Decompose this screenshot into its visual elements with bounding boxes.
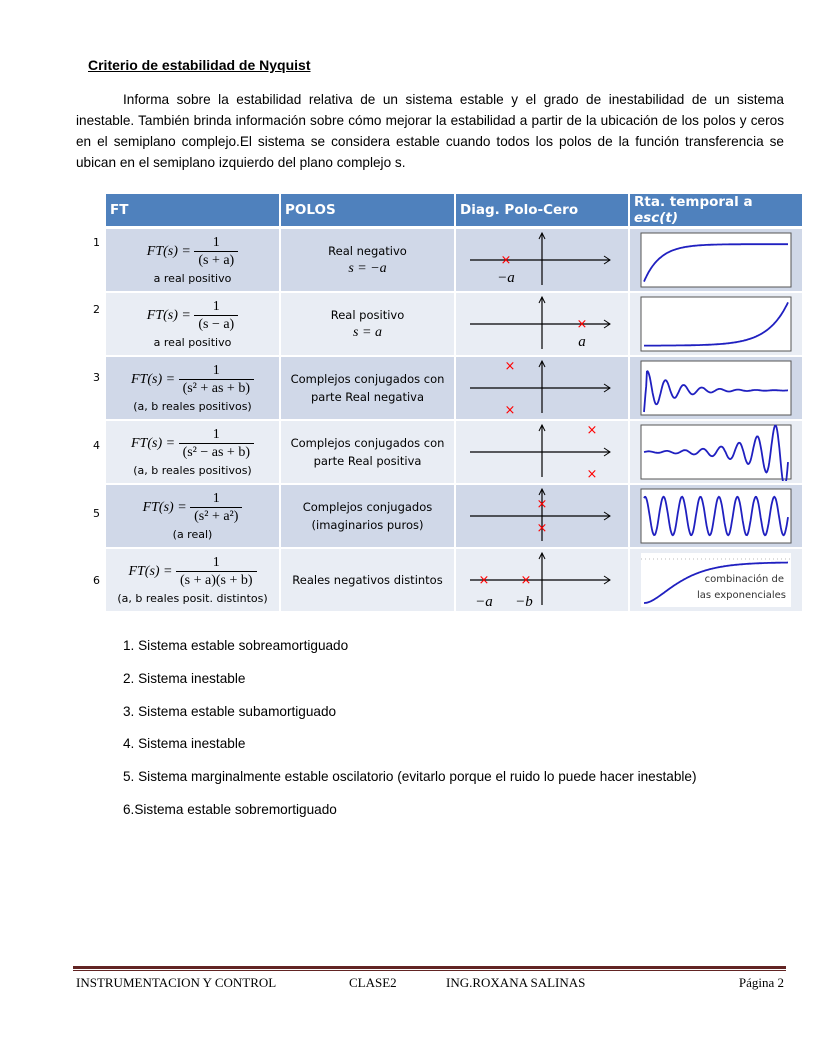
ft-lhs: FT(s) = [146,243,191,259]
row-number: 5 [93,507,100,520]
plot-frame [641,361,791,415]
poles-cell [280,228,455,293]
poles-cell [280,356,455,420]
poles-description: Real negativo [328,244,407,258]
header-response-italic: esc(t) [634,210,678,226]
plot-frame [641,233,791,287]
pole-label: −a [475,594,493,610]
transfer-function-cell [106,420,280,484]
pole-label: −b [515,594,533,610]
table-row [106,420,803,484]
response-cell [629,356,803,420]
poles-description: Reales negativos distintos [292,573,443,587]
poles-cell [280,292,455,356]
list-item: 1. Sistema estable sobreamortiguado [123,638,349,653]
list-item: 2. Sistema inestable [123,670,246,686]
poles-description: Complejos conjugados con [290,436,445,450]
ft-numerator: 1 [212,234,220,250]
ft-numerator: 1 [212,490,220,506]
header-response-label: Rta. temporal a [634,194,753,210]
ft-lhs: FT(s) = [128,563,173,579]
list-item: 5. Sistema marginalmente estable oscilatorio (evitarlo porque el ruido lo puede hacer inestable) [123,769,697,785]
transfer-function-cell [106,228,280,293]
ft-fraction [179,362,254,397]
ft-note: (a, b reales positivos) [133,399,252,413]
poles-cell [280,420,455,484]
table-row [106,548,803,612]
pole-zero-diagram [462,421,622,483]
poles-description: Complejos conjugados [302,500,433,514]
pole-zero-cell [455,548,629,612]
ft-lhs: FT(s) = [142,499,187,515]
ft-fraction [194,298,238,333]
poles-cell [280,484,455,548]
header-ft: FT [106,194,280,228]
ft-lhs: FT(s) = [146,307,191,323]
ft-fraction [190,490,242,525]
table-row [106,292,803,356]
pole-label: a [578,334,586,350]
intro-paragraph: Informa sobre la estabilidad relativa de un sistema estable y el grado de inestabilidad de un sistema inestable. También brinda información sobre cómo mejorar la estabilidad a partir de la ubicación de los polos y ceros en el semiplano complejo.El sistema se considera estable cuando todos los polos de la función transferencia se ubican en el semiplano izquierdo del plano complejo s. [76,92,784,170]
table-row [106,228,803,293]
footer-course: INSTRUMENTACION Y CONTROL [76,975,277,990]
ft-denominator: (s + a)(s + b) [176,571,257,589]
poles-detail: s = −a [348,261,387,276]
footer-divider [73,966,786,969]
poles-description: Real positivo [330,308,405,322]
pole-label: −a [497,270,515,286]
pole-zero-cell [455,228,629,293]
pole-marker-icon: × [504,403,516,418]
row-number: 3 [93,371,100,384]
pole-marker-icon: × [536,521,548,536]
ft-lhs: FT(s) = [131,371,176,387]
header-response [629,194,803,228]
ft-lhs: FT(s) = [131,435,176,451]
ft-fraction [179,426,254,461]
poles-detail: parte Real negativa [310,390,425,404]
transfer-function-cell [106,292,280,356]
ft-numerator: 1 [212,362,220,378]
transfer-function-cell [106,484,280,548]
pole-marker-icon: × [500,253,512,268]
ft-note: (a, b reales positivos) [133,463,252,477]
header-pole-zero: Diag. Polo-Cero [455,194,629,228]
step-response-plot [638,487,794,545]
plot-caption: combinación de [704,574,784,585]
section-title: Criterio de estabilidad de Nyquist [88,57,311,73]
ft-fraction [176,554,257,589]
pole-zero-cell [455,356,629,420]
table-row [106,484,803,548]
ft-denominator: (s² + as + b) [179,379,254,397]
ft-denominator: (s² − as + b) [179,443,254,461]
footer-page: Página 2 [738,975,784,990]
ft-note: (a real) [172,527,213,541]
conclusions-list [123,636,697,833]
stability-table [106,194,803,613]
pole-marker-icon: × [586,467,598,482]
poles-detail: parte Real positiva [313,454,422,468]
step-response-plot [638,359,794,417]
table-row [106,356,803,420]
response-cell [629,548,803,612]
row-number: 4 [93,439,100,452]
step-response-plot [638,231,794,289]
response-cell [629,484,803,548]
ft-denominator: (s + a) [194,251,238,269]
pole-zero-diagram [462,485,622,547]
step-response-plot [638,551,794,609]
pole-zero-diagram [462,357,622,419]
header-polos: POLOS [280,194,455,228]
pole-zero-cell [455,484,629,548]
pole-zero-diagram [462,293,622,355]
pole-zero-diagram [462,549,622,611]
pole-zero-cell [455,292,629,356]
poles-cell [280,548,455,612]
row-number: 6 [93,574,100,587]
pole-zero-cell [455,420,629,484]
ft-note: a real positivo [153,271,232,285]
ft-note: a real positivo [153,335,232,349]
poles-detail: (imaginarios puros) [311,518,424,532]
poles-description: Complejos conjugados con [290,372,445,386]
ft-numerator: 1 [212,298,220,314]
pole-marker-icon: × [504,359,516,374]
plot-caption: las exponenciales [696,590,786,601]
pole-marker-icon: × [576,317,588,332]
pole-marker-icon: × [586,423,598,438]
ft-denominator: (s − a) [194,315,238,333]
ft-note: (a, b reales posit. distintos) [117,591,268,605]
row-number: 2 [93,303,100,316]
list-item: 3. Sistema estable subamortiguado [123,703,337,719]
transfer-function-cell [106,356,280,420]
ft-numerator: 1 [212,426,220,442]
response-cell [629,228,803,293]
transfer-function-cell [106,548,280,612]
step-response-plot [638,295,794,353]
row-number: 1 [93,236,100,249]
step-response-plot [638,423,794,481]
ft-numerator: 1 [212,554,220,570]
poles-detail: s = a [353,325,382,340]
ft-fraction [194,234,238,269]
list-item: 6.Sistema estable sobremortiguado [123,801,337,817]
pole-marker-icon: × [520,573,532,588]
pole-marker-icon: × [478,573,490,588]
plot-frame [641,297,791,351]
response-cell [629,292,803,356]
table-header-row [106,194,803,228]
ft-denominator: (s² + a²) [190,507,242,525]
pole-zero-diagram [462,229,622,291]
footer-author: ING.ROXANA SALINAS [446,975,586,990]
pole-marker-icon: × [536,497,548,512]
footer-divider-thin [73,970,786,971]
list-item: 4. Sistema inestable [123,736,246,752]
footer-class: CLASE2 [349,975,397,990]
response-cell [629,420,803,484]
